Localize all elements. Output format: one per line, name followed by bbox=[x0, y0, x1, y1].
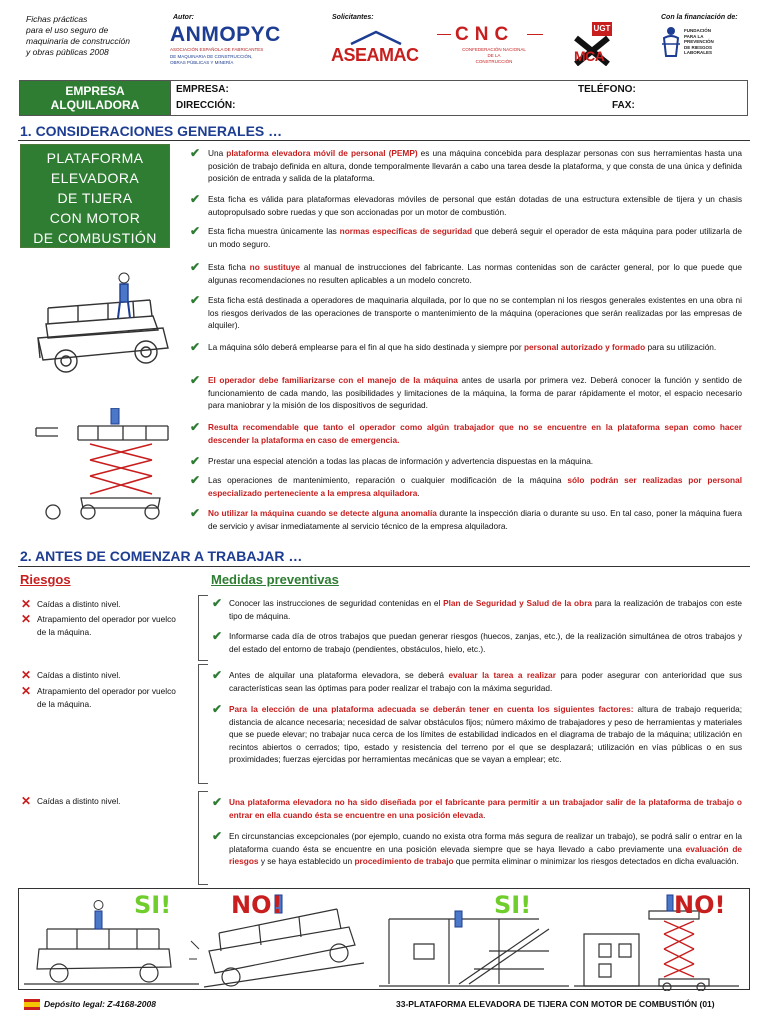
check-icon: ✔ bbox=[190, 506, 201, 520]
check-icon: ✔ bbox=[190, 454, 201, 468]
ugt-mca-logo bbox=[572, 22, 620, 66]
anmopyc-sub: DE MAQUINARIA DE CONSTRUCCIÓN, bbox=[170, 53, 253, 59]
body-text: Esta ficha es válida para plataformas elevadoras móviles de personal que están dotadas de una estructura extensible de tijera y un chasis autopropulsado sobre ruedas y que son accionadas por un motor de combustión. bbox=[208, 194, 742, 217]
cnc-rule bbox=[527, 34, 543, 35]
anmopyc-sub: OBRAS PÚBLICAS Y MINERÍA bbox=[170, 60, 234, 65]
empresa-label-line: EMPRESA bbox=[65, 84, 125, 98]
consideration-item bbox=[208, 193, 742, 221]
telefono-field[interactable]: TELÉFONO: bbox=[578, 84, 636, 95]
fax-field[interactable]: FAX: bbox=[612, 100, 635, 111]
fichas-line: y obras públicas 2008 bbox=[26, 47, 109, 57]
fund-line: PARA LA bbox=[684, 33, 704, 39]
risk-item: Caídas a distinto nivel. bbox=[37, 670, 121, 680]
cnc-sub-line: CONSTRUCCIÓN bbox=[475, 59, 513, 64]
check-icon: ✔ bbox=[212, 668, 223, 682]
anmopyc-name: ANMOPYC bbox=[170, 23, 281, 46]
empresa-alquiladora-label bbox=[20, 81, 171, 115]
fundacion-text bbox=[684, 28, 714, 56]
group-bracket bbox=[198, 664, 208, 784]
cnc-sub-line: CONFEDERACIÓN NACIONAL bbox=[462, 47, 526, 52]
preventive-measure-item bbox=[229, 597, 742, 622]
consideration-item bbox=[208, 147, 742, 187]
check-icon: ✔ bbox=[190, 260, 201, 274]
highlighted-text: Una plataforma elevadora no ha sido diseñada por el fabricante para permitir a un trabajador salir de la plataforma de trabajo o entrar en ella cuando ésta se encuentre en una posición elevada bbox=[229, 797, 742, 820]
footer bbox=[0, 998, 768, 1018]
body-text: Esta ficha bbox=[208, 262, 250, 272]
body-text: que permita eliminar o minimizar los riesgos detectados en dicha evaluación. bbox=[453, 856, 739, 866]
highlighted-text: no sustituye bbox=[249, 262, 301, 272]
fund-line: PREVENCIÓN bbox=[684, 39, 714, 44]
risk-item: Caídas a distinto nivel. bbox=[37, 599, 121, 609]
no-label-2: NO! bbox=[674, 891, 726, 919]
body-text: Esta ficha está destinada a operadores de maquinaria alquilada, por lo que no se contemplan ni los riesgos generales existentes en una obra ni los riesgos derivados de las operaciones de transporte o mantenimiento de la máquina (operaciones que serán realizadas por las empresas de alquiler). bbox=[208, 295, 742, 330]
section1-rule bbox=[18, 140, 750, 141]
risk-item: Caídas a distinto nivel. bbox=[37, 796, 121, 806]
body-text: y se haya establecido un bbox=[258, 856, 355, 866]
body-text: que deberá seguir el operador de esta máquina para poder utilizarla de un modo seguro. bbox=[208, 226, 742, 249]
empresa-alquiladora-bar bbox=[19, 80, 748, 116]
body-text: . bbox=[417, 487, 420, 498]
consideration-item bbox=[208, 507, 742, 535]
body-text: Las operaciones de mantenimiento, reparación o cualquier modificación de la máquina bbox=[208, 475, 568, 485]
highlighted-text: No utilizar la máquina cuando se detecte alguna anomalía bbox=[208, 508, 437, 518]
aseamac-name: ASEAMAC bbox=[331, 45, 419, 65]
risk-x-icon: ✕ bbox=[21, 684, 32, 698]
risk-x-icon: ✕ bbox=[21, 612, 32, 626]
header bbox=[0, 0, 768, 72]
deposito-legal: Depósito legal: Z-4168-2008 bbox=[44, 999, 156, 1009]
solicitantes-label: Solicitantes: bbox=[332, 14, 374, 21]
consideration-item bbox=[208, 341, 742, 369]
group-bracket bbox=[198, 595, 208, 661]
anmopyc-logo bbox=[170, 24, 310, 66]
fichas-line: para el uso seguro de bbox=[26, 25, 109, 35]
highlighted-text: normas específicas de seguridad bbox=[339, 226, 473, 236]
fichas-line: Fichas prácticas bbox=[26, 14, 88, 24]
check-icon: ✔ bbox=[190, 420, 201, 434]
fund-line: LABORALES bbox=[684, 50, 712, 55]
check-icon: ✔ bbox=[212, 829, 223, 843]
group-bracket bbox=[198, 791, 208, 885]
si-label-1: SI! bbox=[134, 891, 172, 919]
risk-item: Atrapamiento del operador por vuelco de la máquina. bbox=[37, 614, 176, 637]
do-dont-illustration-strip bbox=[18, 888, 750, 990]
body-text: . bbox=[483, 809, 486, 820]
fichas-line: maquinaria de construcción bbox=[26, 36, 130, 46]
machine-title-box bbox=[20, 144, 170, 248]
body-text: para la realización de trabajos con este tipo de máquina. bbox=[229, 598, 742, 621]
machine-title-line: DE TIJERA bbox=[57, 190, 133, 206]
fund-line: DE RIESGOS bbox=[684, 44, 713, 50]
body-text: Prestar una especial atención a todas las placas de información y advertencia dispuestas en la máquina. bbox=[208, 456, 594, 466]
preventive-measure-item bbox=[229, 630, 742, 655]
cnc-sub bbox=[451, 47, 537, 65]
consideration-item bbox=[208, 294, 742, 334]
section2-rule bbox=[18, 566, 750, 567]
risk-x-icon: ✕ bbox=[21, 597, 32, 611]
fichas-title bbox=[26, 14, 130, 58]
risk-x-icon: ✕ bbox=[21, 668, 32, 682]
body-text: Informarse cada día de otros trabajos que puedan generar riesgos (huecos, zanjas, etc.), de la realización simultánea de otros trabajos y del estado del entorno de trabajo (pendientes, obstáculos, hielo, etc.). bbox=[229, 631, 742, 654]
machine-title-line: DE COMBUSTIÓN bbox=[33, 230, 157, 246]
highlighted-text: plataforma elevadora móvil de personal (PEMP) bbox=[226, 148, 418, 158]
empresa-label-line: ALQUILADORA bbox=[50, 98, 140, 112]
body-text: En circunstancias excepcionales (por ejemplo, cuando no exista otra forma más segura de realizar un trabajo), se podrá salir o entrar en la plataforma cuando ésta se encuentre en una posición elevada siempre que se haya llevado a cabo previamente una bbox=[229, 831, 742, 854]
fund-line: FUNDACIÓN bbox=[684, 28, 711, 33]
machine-title-line: ELEVADORA bbox=[50, 170, 140, 186]
body-text: al manual de instrucciones del fabricante. Las normas contenidas son de carácter general, por lo que puede que algunas recomendaciones no resulten aplicables a un modelo concreto. bbox=[208, 262, 742, 285]
check-icon: ✔ bbox=[190, 146, 201, 160]
no-label-1: NO! bbox=[231, 891, 283, 919]
check-icon: ✔ bbox=[190, 473, 201, 487]
scissor-lift-raised-illustration bbox=[28, 408, 178, 524]
empresa-field[interactable]: EMPRESA: bbox=[176, 84, 229, 95]
risk-item: Atrapamiento del operador por vuelco de la máquina. bbox=[37, 686, 176, 709]
financiacion-label: Con la financiación de: bbox=[661, 14, 738, 21]
fundacion-logo bbox=[660, 26, 750, 66]
do-dont-drawings bbox=[19, 889, 751, 991]
body-text: para su utilización. bbox=[645, 342, 717, 352]
check-icon: ✔ bbox=[212, 596, 223, 610]
check-icon: ✔ bbox=[212, 702, 223, 716]
spain-flag-icon bbox=[24, 999, 40, 1010]
consideration-item bbox=[208, 261, 742, 289]
anmopyc-sub: ASOCIACIÓN ESPAÑOLA DE FABRICANTES bbox=[170, 47, 264, 52]
preventive-measure-item bbox=[229, 669, 742, 694]
fundacion-figure-icon bbox=[660, 26, 682, 60]
riesgos-header: Riesgos bbox=[20, 572, 71, 587]
section2-title: 2. ANTES DE COMENZAR A TRABAJAR … bbox=[20, 548, 303, 564]
check-icon: ✔ bbox=[212, 629, 223, 643]
check-icon: ✔ bbox=[190, 224, 201, 238]
highlighted-text: sólo podrán ser realizadas por personal especializado perteneciente a la empresa alquiladora bbox=[208, 475, 742, 498]
consideration-item bbox=[208, 474, 742, 502]
body-text: Antes de alquilar una plataforma elevadora, se deberá bbox=[229, 670, 449, 680]
preventive-measure-item bbox=[229, 796, 742, 821]
consideration-item bbox=[208, 374, 742, 414]
autor-label: Autor: bbox=[173, 14, 194, 21]
si-label-2: SI! bbox=[494, 891, 532, 919]
body-text: es una máquina concebida para desplazar personas con sus herramientas hasta una posición de trabajo definida en altura, donde temporalmente llevarán a cabo una tarea desde la plataforma, y que consta de una única y definida posición de entrada y salida de la plataforma. bbox=[208, 148, 742, 183]
direccion-field[interactable]: DIRECCIÓN: bbox=[176, 100, 236, 111]
highlighted-text: evaluación de riesgos bbox=[229, 843, 743, 866]
ugt-name: UGT bbox=[592, 22, 612, 36]
check-icon: ✔ bbox=[190, 340, 201, 354]
check-icon: ✔ bbox=[190, 192, 201, 206]
consideration-item bbox=[208, 455, 742, 469]
preventive-measure-item bbox=[229, 830, 742, 868]
highlighted-text: procedimiento de trabajo bbox=[354, 856, 454, 866]
highlighted-text: Plan de Seguridad y Salud de la obra bbox=[443, 598, 593, 608]
cnc-name: CNC bbox=[455, 24, 515, 45]
body-text: antes de usarla por primera vez. Deberá conocer la función y sentido de funcionamiento de cada mando, las posibilidades y limitaciones de la máquina, la forma de parar rápidamente el motor, el espacio necesario para maniobrar y la misión de los dispositivos de seguridad. bbox=[208, 375, 742, 410]
body-text: para poder asegurar con anterioridad que sus características sean las óptimas para poder realizar el trabajo con la máxima seguridad. bbox=[229, 670, 742, 693]
cnc-sub-line: DE LA bbox=[487, 53, 501, 58]
preventive-measure-item bbox=[229, 703, 742, 766]
cnc-rule bbox=[437, 34, 451, 35]
cnc-logo bbox=[437, 26, 545, 66]
highlighted-text: El operador debe familiarizarse con el manejo de la máquina bbox=[208, 375, 458, 385]
scissor-lift-lowered-illustration bbox=[28, 268, 178, 378]
aseamac-logo bbox=[331, 30, 421, 66]
check-icon: ✔ bbox=[212, 795, 223, 809]
risk-x-icon: ✕ bbox=[21, 794, 32, 808]
section1-title: 1. CONSIDERACIONES GENERALES … bbox=[20, 123, 283, 139]
body-text: Esta ficha muestra únicamente las bbox=[208, 226, 340, 236]
consideration-item bbox=[208, 225, 742, 253]
body-text: Una bbox=[208, 148, 227, 158]
aseamac-roof-icon bbox=[331, 30, 421, 46]
highlighted-text: Para la elección de una plataforma adecuada se deberán tener en cuenta los siguientes factores: bbox=[229, 704, 634, 714]
check-icon: ✔ bbox=[190, 373, 201, 387]
machine-title-line: PLATAFORMA bbox=[46, 150, 144, 166]
highlighted-text: evaluar la tarea a realizar bbox=[448, 670, 556, 680]
highlighted-text: Resulta recomendable que tanto el operador como algún trabajador que no se encuentre en la plataforma sepan como hacer descender la plataforma en caso de emergencia. bbox=[208, 422, 742, 445]
check-icon: ✔ bbox=[190, 293, 201, 307]
machine-title-line: CON MOTOR bbox=[49, 210, 141, 226]
mca-name: MCA bbox=[574, 48, 605, 64]
medidas-header: Medidas preventivas bbox=[211, 572, 339, 587]
body-text: Conocer las instrucciones de seguridad contenidas en el bbox=[229, 598, 444, 608]
body-text: durante la inspección diaria o durante su uso. En tal caso, poner la máquina fuera de servicio y avisar inmediatamente al servicio técnico de la empresa alquiladora. bbox=[208, 508, 742, 531]
ficha-id: 33-PLATAFORMA ELEVADORA DE TIJERA CON MOTOR DE COMBUSTIÓN (01) bbox=[396, 999, 715, 1009]
consideration-item bbox=[208, 421, 742, 449]
body-text: altura de trabajo requerida; distancia de alcance necesaria; necesidad de salvar obstáculos fijos; número máximo de trabajadores y peso de herramientas y materiales que se puede elevar; no trabajar nuca cerca de los límites de estabilidad indicados en el diagrama de trabajo de la máquina; utilización en recintos abiertos o cerrados; tipo, estado y resistencia del terreno por el que se desplazará; utilización en vías públicas o en sus proximidades; fuerzas ejercidas por herramientas mecánicas que se vayan a emplear; etc. bbox=[229, 704, 742, 764]
highlighted-text: personal autorizado y formado bbox=[523, 342, 646, 352]
body-text: La máquina sólo deberá emplearse para el fin al que ha sido destinada y siempre por bbox=[208, 342, 524, 352]
